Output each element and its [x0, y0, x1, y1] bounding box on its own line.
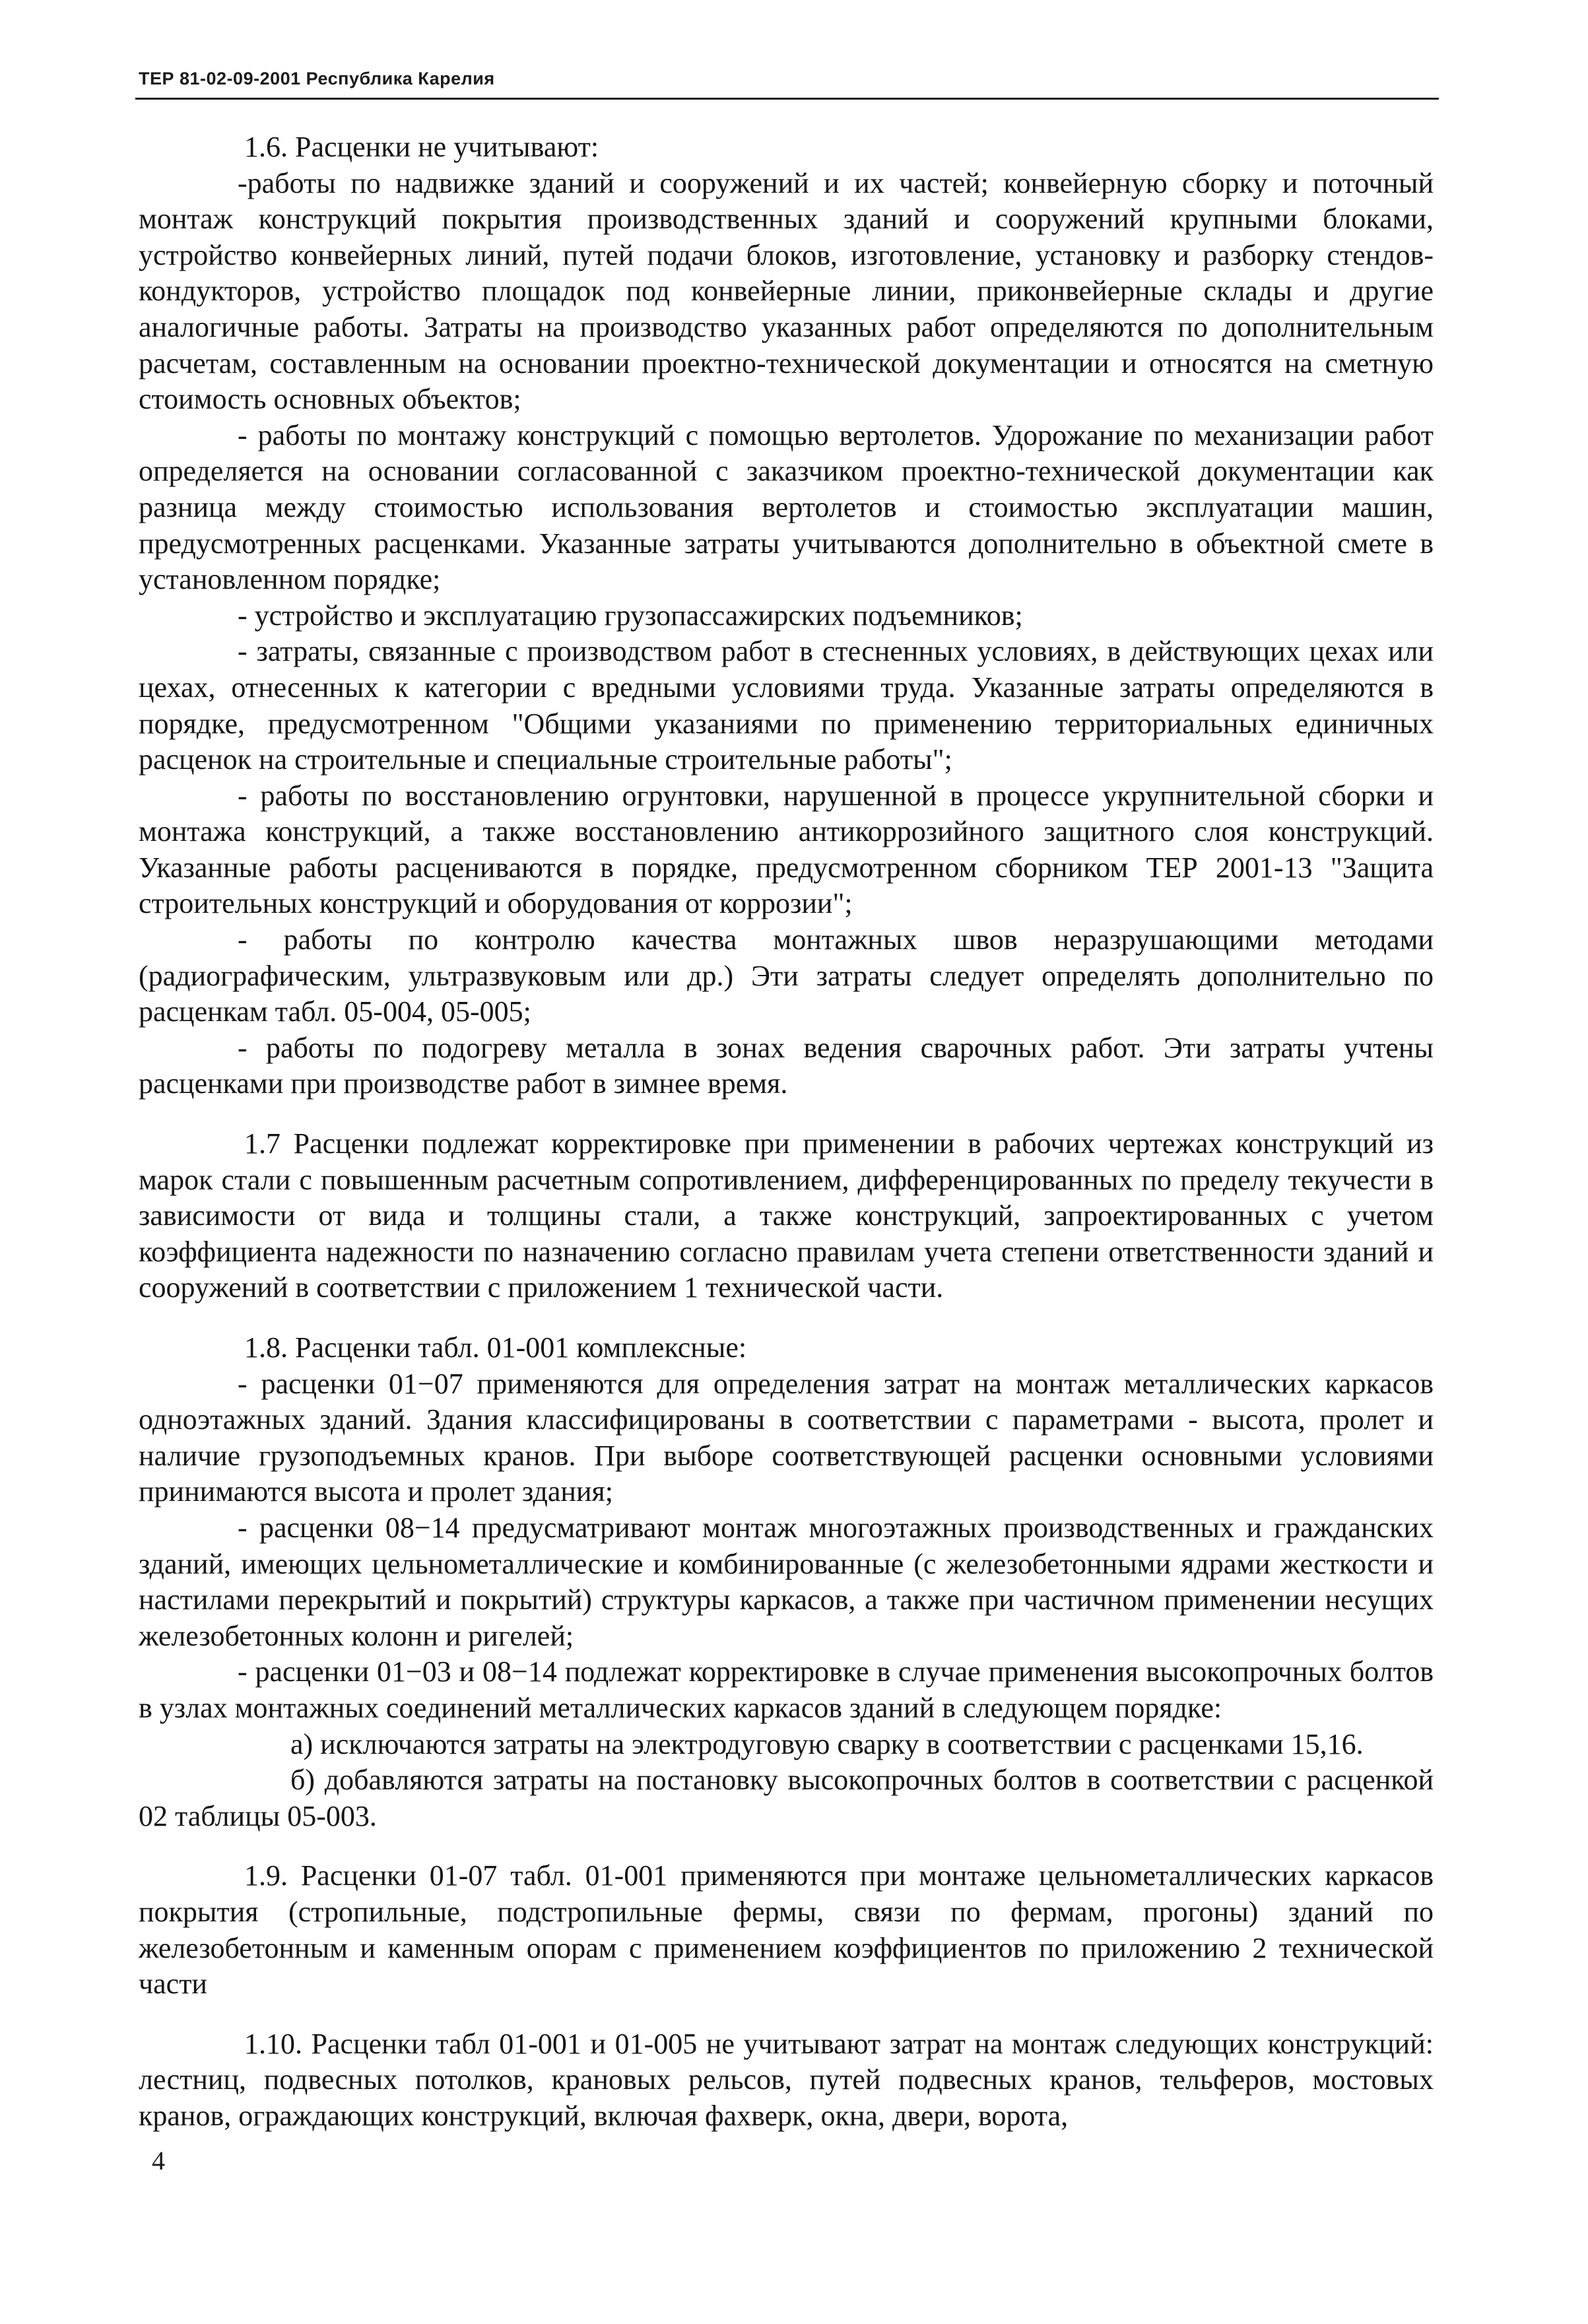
section-1-8: [139, 1330, 1434, 1834]
running-header: ТЕР 81-02-09-2001 Республика Карелия: [139, 69, 495, 88]
sub-item: а) исключаются затраты на электродуговую сварку в соответствии с расценками 15,16.: [290, 1727, 1364, 1760]
list-item: - работы по контролю качества монтажных швов неразрушающими методами (радиографическим, ультразвуковым или др.) Эти затраты следует определять дополнительно по расценкам табл. 05-004, 05-005;: [139, 923, 1434, 1028]
section-paragraph: 1.9. Расценки 01-07 табл. 01-001 применяются при монтаже цельнометаллических каркасов покрытия (стропильные, подстропильные фермы, связи по фермам, прогоны) зданий по железобетонным и каменным опорам с применением коэффициентов по приложению 2 технической части: [139, 1859, 1434, 2001]
section-paragraph: 1.7 Расценки подлежат корректировке при применении в рабочих чертежах конструкций из марок стали с повышенным расчетным сопротивлением, дифференцированных по пределу текучести в зависимости от вида и толщины стали, а также конструкций, запроектированных с учетом коэффициента надежности по назначению согласно правилам учета степени ответственности зданий и сооружений в соответствии с приложением 1 технической части.: [139, 1127, 1434, 1304]
list-item: - работы по восстановлению огрунтовки, нарушенной в процессе укрупнительной сборки и монтажа конструкций, а также восстановлению антикоррозийного защитного слоя конструкций. Указанные работы расцениваются в порядке, предусмотренном сборником ТЕР 2001-13 "Защита строительных конструкций и оборудования от коррозии";: [139, 779, 1434, 920]
section-1-10: [139, 2026, 1434, 2135]
paragraph-gap: [139, 1102, 1434, 1126]
document-body: [139, 129, 1434, 2134]
list-item: - затраты, связанные с производством работ в стесненных условиях, в действующих цехах или цехах, отнесенных к категории с вредными условиями труда. Указанные затраты определяются в порядке, предусмотренном "Общими указаниями по применению территориальных единичных расценок на строительные и специальные строительные работы";: [139, 635, 1434, 776]
paragraph-gap: [139, 1306, 1434, 1330]
section-1-6: [139, 129, 1434, 1102]
paragraph-gap: [139, 2003, 1434, 2026]
section-heading: 1.8. Расценки табл. 01-001 комплексные:: [244, 1331, 747, 1364]
page-number: 4: [152, 2146, 165, 2175]
list-item: - работы по монтажу конструкций с помощью вертолетов. Удорожание по механизации работ определяется на основании согласованной с заказчиком проектно-технической документации как разница между стоимостью использования вертолетов и стоимостью эксплуатации машин, предусмотренных расценками. Указанные затраты учитываются дополнительно в объектной смете в установленном порядке;: [139, 418, 1434, 596]
section-paragraph: 1.10. Расценки табл 01-001 и 01-005 не учитывают затрат на монтаж следующих конструкций: лестниц, подвесных потолков, крановых рельсов, путей подвесных кранов, тельферов, мостовых кранов, ограждающих конструкций, включая фахверк, окна, двери, ворота,: [139, 2027, 1434, 2132]
section-heading: 1.6. Расценки не учитывают:: [244, 131, 599, 163]
list-item: - расценки 08−14 предусматривают монтаж многоэтажных производственных и гражданских зданий, имеющих цельнометаллические и комбинированные (с железобетонными ядрами жесткости и настилами перекрытий и покрытий) структуры каркасов, а также при частичном применении несущих железобетонных колонн и ригелей;: [139, 1511, 1434, 1652]
header-divider: [135, 98, 1439, 100]
list-item: - работы по подогреву металла в зонах ведения сварочных работ. Эти затраты учтены расценками при производстве работ в зимнее время.: [139, 1031, 1434, 1100]
list-item: - расценки 01−07 применяются для определения затрат на монтаж металлических каркасов одноэтажных зданий. Здания классифицированы в соответствии с параметрами - высота, пролет и наличие грузоподъемных кранов. При выборе соответствующей расценки основными условиями принимаются высота и пролет здания;: [139, 1367, 1434, 1508]
section-1-9: [139, 1858, 1434, 2002]
list-item: - расценки 01−03 и 08−14 подлежат корректировке в случае применения высокопрочных болтов в узлах монтажных соединений металлических каркасов зданий в следующем порядке:: [139, 1655, 1434, 1724]
section-1-7: [139, 1126, 1434, 1306]
list-item: - устройство и эксплуатацию грузопассажирских подъемников;: [238, 599, 1023, 632]
list-item: -работы по надвижке зданий и сооружений и их частей; конвейерную сборку и поточный монтаж конструкций покрытия производственных зданий и сооружений крупными блоками, устройство конвейерных линий, путей подачи блоков, изготовление, установку и разборку стендов-кондукторов, устройство площадок под конвейерные линии, приконвейерные склады и другие аналогичные работы. Затраты на производство указанных работ определяются по дополнительным расчетам, составленным на основании проектно-технической документации и относятся на сметную стоимость основных объектов;: [139, 166, 1434, 416]
sub-item: б) добавляются затраты на постановку высокопрочных болтов в соответствии с расценкой 02 таблицы 05-003.: [139, 1764, 1434, 1832]
paragraph-gap: [139, 1834, 1434, 1858]
